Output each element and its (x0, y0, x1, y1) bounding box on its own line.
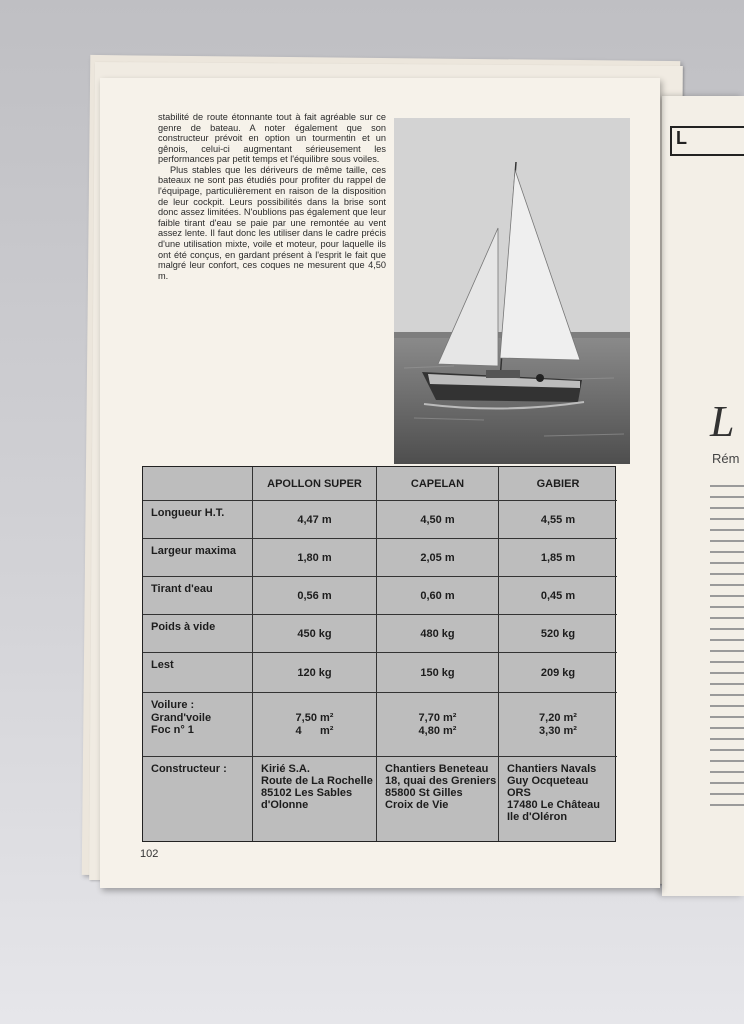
sailboat-illustration (394, 118, 630, 464)
right-page-title-letter: L (710, 397, 735, 446)
table-cell: 2,05 m (377, 539, 499, 577)
row-label: Voilure : Grand'voile Foc n° 1 (143, 693, 253, 757)
table-cell: Chantiers Beneteau 18, quai des Greniers 85800 St Gilles Croix de Vie (377, 757, 499, 841)
right-page-edge (662, 96, 744, 896)
table-cell: Kirié S.A. Route de La Rochelle 85102 Les Sables d'Olonne (253, 757, 377, 841)
table-cell: 150 kg (377, 653, 499, 693)
row-label: Longueur H.T. (143, 501, 253, 539)
article-paragraph: stabilité de route étonnante tout à fait agréable sur ce genre de bateau. A noter également que son constructeur prévoit en option un tourmentin et un gênois, celui-ci augmentant sérieusement les performances par petit temps et l'équilibre sous voiles. (158, 112, 386, 165)
specs-table (142, 466, 616, 842)
right-page-subtitle: Rém (712, 451, 740, 466)
right-page-header-box: L (670, 126, 744, 156)
table-cell: 120 kg (253, 653, 377, 693)
column-header: APOLLON SUPER (253, 467, 377, 501)
table-cell: 520 kg (499, 615, 617, 653)
table-cell: 7,20 m² 3,30 m² (499, 693, 617, 757)
article-text (158, 112, 386, 281)
table-cell: Chantiers Navals Guy Ocqueteau ORS 17480 Le Château Ile d'Oléron (507, 763, 600, 823)
table-cell: 4,47 m (253, 501, 377, 539)
table-cell: 1,85 m (499, 539, 617, 577)
table-cell: 4,50 m (377, 501, 499, 539)
table-cell: 1,80 m (253, 539, 377, 577)
right-page-text-lines (710, 476, 744, 815)
row-label: Tirant d'eau (143, 577, 253, 615)
sailboat-photo (394, 118, 630, 464)
table-cell: 209 kg (499, 653, 617, 693)
row-label: Poids à vide (143, 615, 253, 653)
table-cell: 0,60 m (377, 577, 499, 615)
page-number: 102 (140, 848, 159, 860)
table-corner-cell (143, 467, 253, 501)
row-label: Lest (143, 653, 253, 693)
column-header: CAPELAN (377, 467, 499, 501)
table-cell: 0,56 m (253, 577, 377, 615)
row-label: Largeur maxima (143, 539, 253, 577)
table-cell: 450 kg (253, 615, 377, 653)
row-label: Constructeur : (143, 757, 253, 841)
table-cell: 7,50 m² 4 m² (253, 693, 377, 757)
article-paragraph: Plus stables que les dériveurs de même taille, ces bateaux ne sont pas étudiés pour profiter du rappel de l'équipage, particulièrement en raison de la disposition de leur cockpit. Leurs possibilités dans la brise sont donc assez limitées. N'oublions pas également que leur faible tirant d'eau se paie par une remontée au vent assez lente. Il faut donc les utiliser dans le cadre précis d'une utilisation mixte, voile et moteur, pour laquelle ils ont été conçus, en gardant présent à l'esprit le fait que malgré leur confort, ces coques ne mesurent que 4,50 m. (158, 164, 386, 281)
table-cell: 480 kg (377, 615, 499, 653)
table-cell: 4,55 m (499, 501, 617, 539)
table-cell: 7,70 m² 4,80 m² (377, 693, 499, 757)
table-cell: 0,45 m (499, 577, 617, 615)
column-header: GABIER (499, 467, 617, 501)
